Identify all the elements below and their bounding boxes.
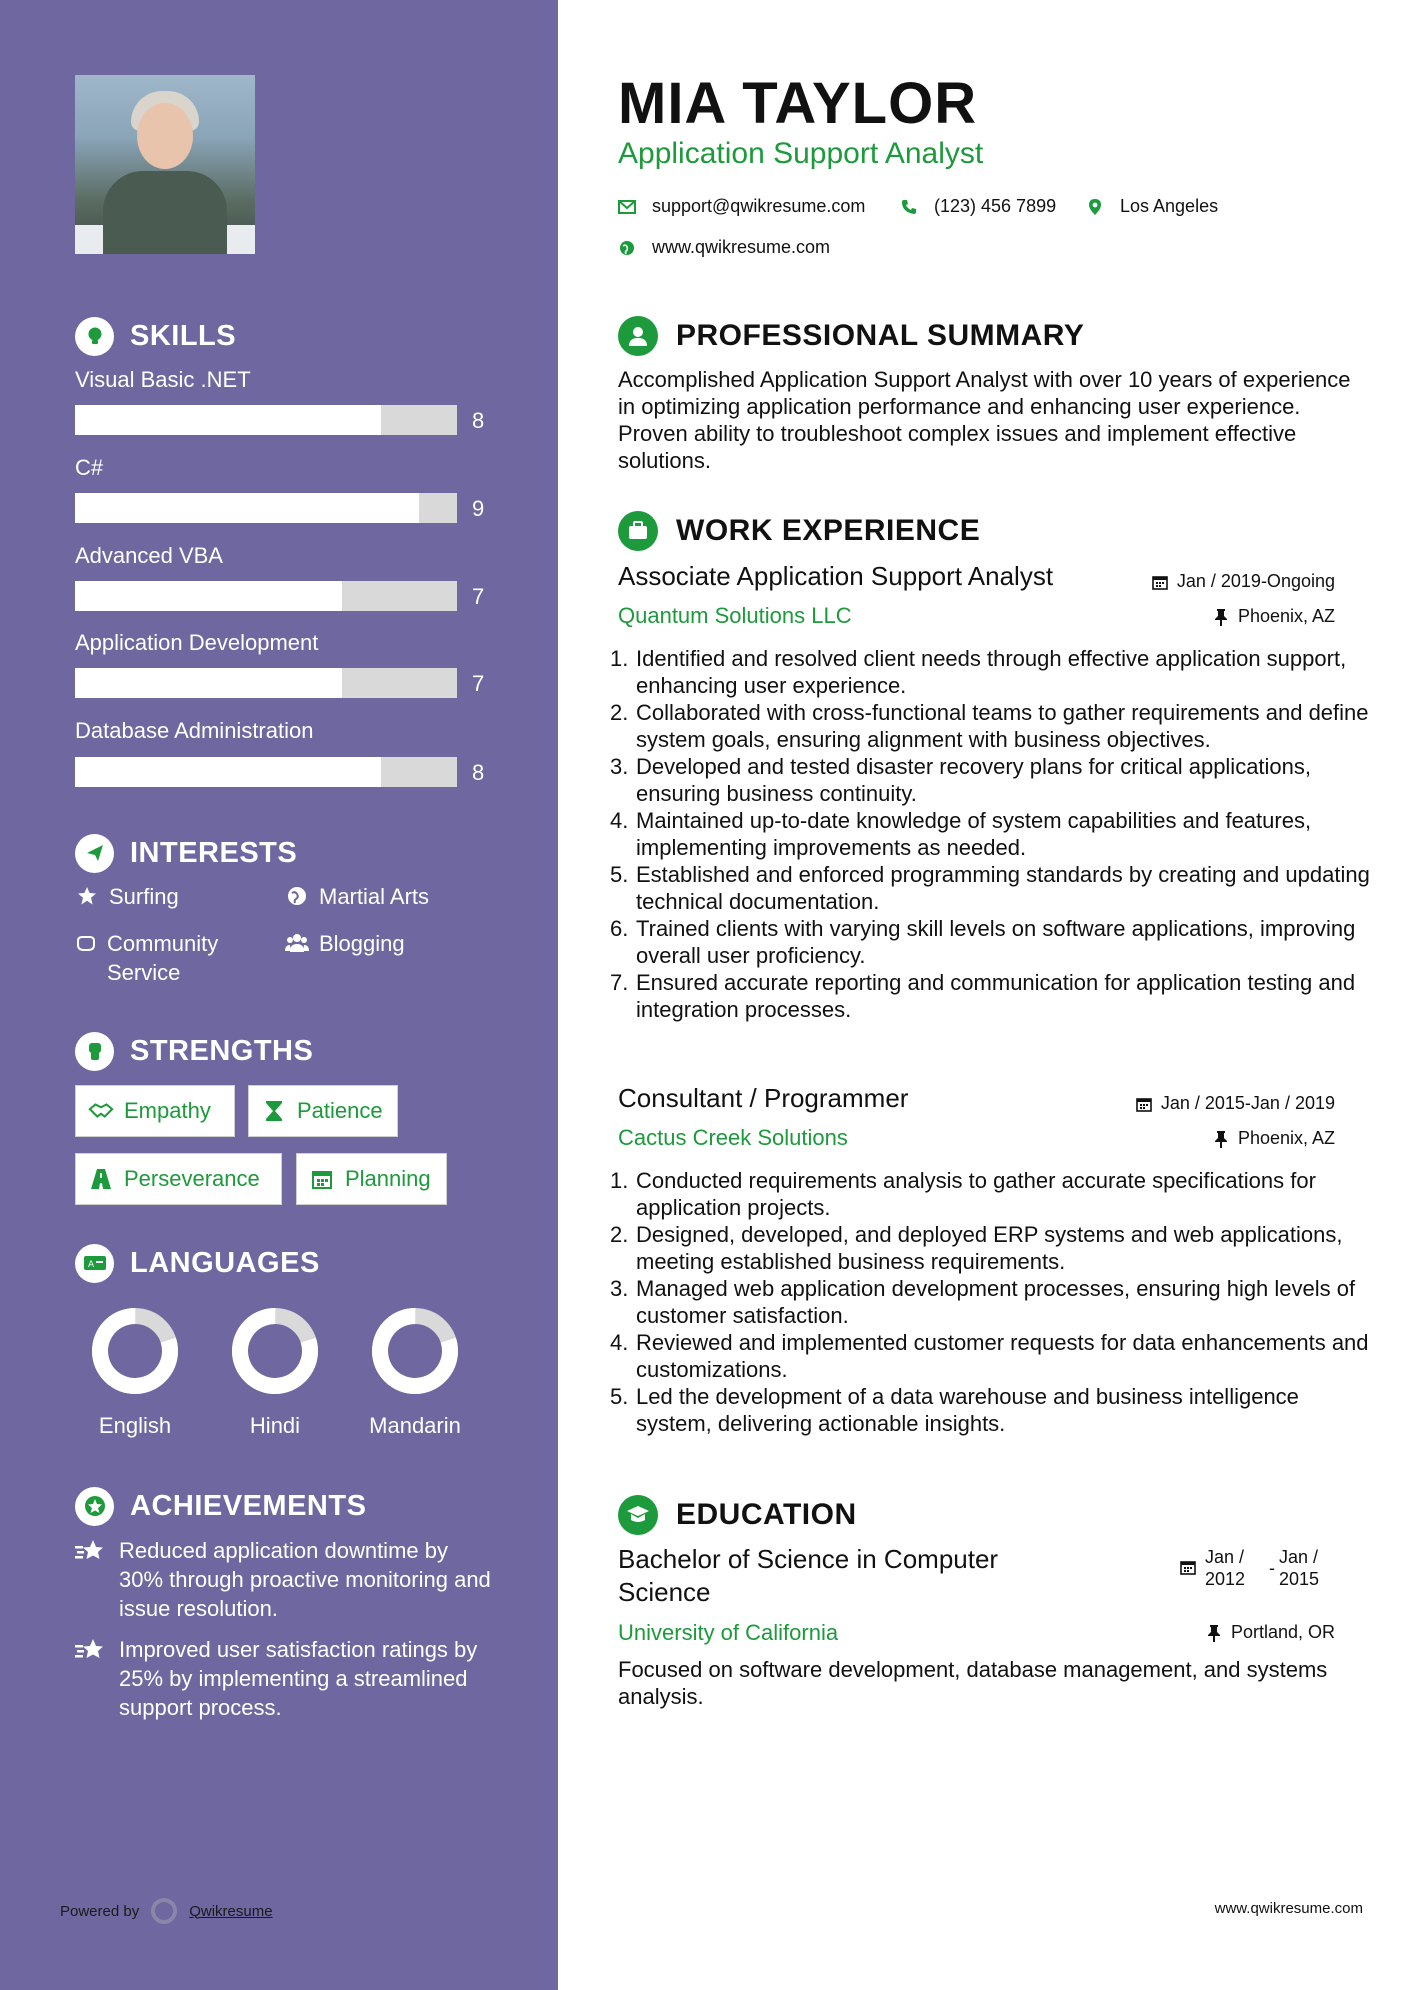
interest-item: Surfing (75, 882, 179, 911)
skills-heading: SKILLS (75, 316, 236, 356)
shooting-star-icon (75, 1637, 105, 1722)
graduation-cap-icon (618, 1495, 658, 1535)
experience-heading: WORK EXPERIENCE (618, 511, 980, 551)
skill-bar (75, 405, 457, 435)
list-item: 2. Designed, developed, and deployed ERP systems and web applications, meeting established business requirements. (610, 1222, 1343, 1274)
duty-list (610, 1167, 1378, 1437)
contact-phone: (123) 456 7899 (900, 196, 1056, 217)
candidate-name: MIA TAYLOR (618, 71, 978, 136)
skill-bar (75, 668, 457, 698)
interests-heading: INTERESTS (75, 833, 297, 873)
skill-label: Database Administration (75, 718, 314, 743)
contact-website: www.qwikresume.com (618, 237, 830, 258)
strengths-heading: STRENGTHS (75, 1031, 313, 1071)
fist-icon (75, 1032, 114, 1071)
skill-level: 7 (472, 671, 485, 696)
brand-link[interactable]: Qwikresume (189, 1902, 273, 1920)
envelope-icon (618, 198, 636, 216)
education-description: Focused on software development, database management, and systems analysis. (618, 1657, 1328, 1709)
job-title: Consultant / Programmer (618, 1083, 909, 1113)
interest-item: Martial Arts (285, 882, 429, 911)
job-dates: Jan / 2019-Ongoing (1151, 571, 1335, 592)
footer-url[interactable]: www.qwikresume.com (1214, 1900, 1363, 1917)
hand-icon (75, 931, 97, 955)
handshake-icon (88, 1098, 114, 1124)
calendar-icon (1179, 1558, 1197, 1576)
achievements-heading: ACHIEVEMENTS (75, 1486, 366, 1526)
job-title: Associate Application Support Analyst (618, 561, 1054, 591)
globe-icon (285, 884, 309, 908)
skill-level: 8 (472, 760, 485, 785)
summary-heading: PROFESSIONAL SUMMARY (618, 316, 1084, 356)
award-icon (75, 1487, 114, 1526)
education-dates: Jan / 2012 - Jan / 2015 (1179, 1546, 1335, 1590)
star-icon (75, 884, 99, 908)
paper-plane-icon (75, 834, 114, 873)
pushpin-icon (1212, 1130, 1230, 1148)
skill-label: Application Development (75, 630, 319, 655)
skill-level: 7 (472, 584, 485, 609)
calendar-icon (309, 1166, 335, 1192)
skill-level: 9 (472, 496, 485, 521)
skill-label: C# (75, 455, 104, 480)
list-item: 5. Led the development of a data warehouse and business intelligence system, delivering actionable insights. (610, 1384, 1299, 1436)
lightbulb-icon (75, 317, 114, 356)
strength-badge: Empathy (75, 1085, 235, 1137)
language-donut (370, 1306, 460, 1401)
achievement-item: Improved user satisfaction ratings by 25% by implementing a streamlined support process. (75, 1635, 495, 1722)
svg-text:A: A (87, 1260, 94, 1270)
job-location: Phoenix, AZ (1212, 606, 1335, 627)
language-label: English (98, 1413, 172, 1438)
language-donut (230, 1306, 320, 1401)
list-item: 1. Identified and resolved client needs through effective application support, enhancing user experience. (610, 646, 1347, 698)
list-item: 1. Conducted requirements analysis to gather accurate specifications for application projects. (610, 1168, 1316, 1220)
education-heading: EDUCATION (618, 1495, 857, 1535)
pushpin-icon (1212, 608, 1230, 626)
globe-icon (618, 239, 636, 257)
list-item: 6. Trained clients with varying skill levels on software applications, improving overall user proficiency. (610, 916, 1356, 968)
job-location: Phoenix, AZ (1212, 1128, 1335, 1149)
sidebar (0, 0, 558, 1990)
user-icon (618, 316, 658, 356)
strength-badge: Perseverance (75, 1153, 282, 1205)
interest-item: Community Service (75, 929, 255, 987)
list-item: 7. Ensured accurate reporting and communication for application testing and integration processes. (610, 970, 1356, 1022)
calendar-icon (1135, 1095, 1153, 1113)
skill-bar (75, 493, 457, 523)
candidate-role: Application Support Analyst (618, 137, 984, 170)
language-donut (90, 1306, 180, 1401)
education-location: Portland, OR (1205, 1622, 1335, 1643)
profile-photo (75, 75, 255, 254)
skill-level: 8 (472, 408, 485, 433)
school-name: University of California (618, 1620, 839, 1645)
skill-label: Advanced VBA (75, 543, 223, 568)
strength-badge: Planning (296, 1153, 447, 1205)
calendar-icon (1151, 573, 1169, 591)
language-label: Mandarin (369, 1413, 461, 1438)
company-name: Quantum Solutions LLC (618, 603, 852, 628)
list-item: 3. Managed web application development processes, ensuring high levels of customer satisfaction. (610, 1276, 1356, 1328)
languages-heading: A LANGUAGES (75, 1243, 320, 1283)
skill-bar (75, 581, 457, 611)
list-item: 5. Established and enforced programming standards by creating and updating technical documentation. (610, 862, 1370, 914)
road-icon (88, 1166, 114, 1192)
list-item: 4. Maintained up-to-date knowledge of system capabilities and features, implementing improvements as needed. (610, 808, 1312, 860)
duty-list (610, 645, 1378, 1023)
skill-bar (75, 757, 457, 787)
shooting-star-icon (75, 1538, 105, 1623)
list-item: 2. Collaborated with cross-functional teams to gather requirements and define system goals, ensuring alignment with business objectives. (610, 700, 1369, 752)
hourglass-icon (261, 1098, 287, 1124)
list-item: 4. Reviewed and implemented customer requests for data enhancements and customizations. (610, 1330, 1369, 1382)
summary-text: Accomplished Application Support Analyst with over 10 years of experience in optimizing application performance and enhancing user experience. Proven ability to troubleshoot complex issues and implement effective solutions. (618, 367, 1351, 473)
achievement-item: Reduced application downtime by 30% through proactive monitoring and issue resolution. (75, 1536, 495, 1623)
language-icon (75, 1244, 114, 1283)
pushpin-icon (1205, 1624, 1223, 1642)
powered-by: Powered by Qwikresume (60, 1898, 273, 1924)
education-start: Jan / 2012 (1205, 1547, 1246, 1589)
interest-item: Blogging (285, 929, 405, 958)
contact-email: support@qwikresume.com (618, 196, 865, 217)
contact-location: Los Angeles (1086, 196, 1218, 217)
language-label: Hindi (249, 1413, 301, 1438)
briefcase-icon (618, 511, 658, 551)
job-dates: Jan / 2015-Jan / 2019 (1135, 1093, 1335, 1114)
company-name: Cactus Creek Solutions (618, 1125, 848, 1150)
strength-badge: Patience (248, 1085, 398, 1137)
phone-icon (900, 198, 918, 216)
qwikresume-logo-icon (151, 1898, 177, 1924)
map-pin-icon (1086, 198, 1104, 216)
degree-title: Bachelor of Science in Computer Science (618, 1544, 999, 1607)
users-icon (285, 931, 309, 955)
skill-label: Visual Basic .NET (75, 367, 251, 392)
education-end: Jan / 2015 (1279, 1547, 1320, 1589)
list-item: 3. Developed and tested disaster recovery plans for critical applications, ensuring business continuity. (610, 754, 1312, 806)
main-content (558, 0, 1407, 1990)
